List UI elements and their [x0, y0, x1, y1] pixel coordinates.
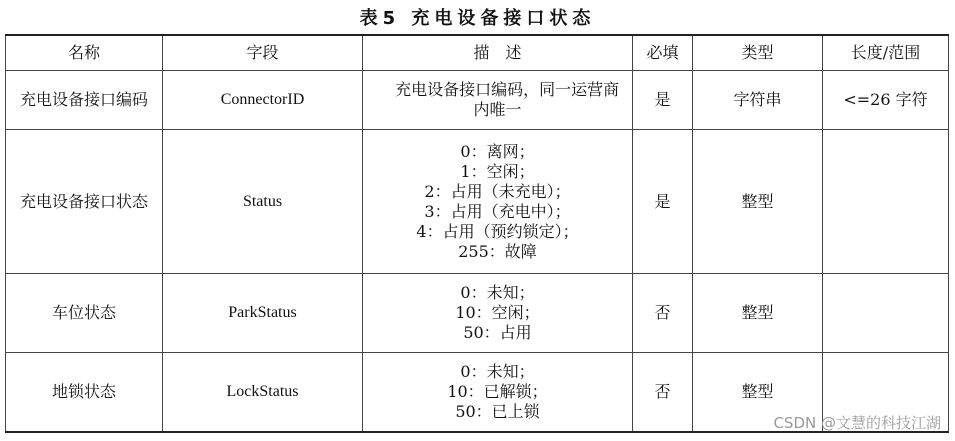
- cell-required: 是: [633, 130, 693, 274]
- cell-description: [363, 71, 633, 130]
- description-line: 255：故障: [458, 241, 537, 261]
- cell-range: <=26 字符: [823, 71, 949, 130]
- cell-name: 地锁状态: [6, 353, 163, 433]
- connector-status-table: [5, 34, 949, 433]
- description-line: 0：未知；: [460, 283, 535, 302]
- description-line: 0：未知；: [460, 362, 535, 381]
- description-line: 2：占用（未充电）；: [424, 181, 571, 201]
- description-line: 10：空闲；: [455, 303, 540, 322]
- description-line: 3：占用（充电中）；: [424, 201, 571, 221]
- cell-description: [363, 274, 633, 353]
- cell-required: 是: [633, 71, 693, 130]
- description-line: 充电设备接口编码，同一运营商内唯一: [395, 80, 620, 119]
- cell-field: ParkStatus: [163, 274, 363, 353]
- cell-type: 整型: [693, 130, 823, 274]
- col-header-required: 必填: [633, 35, 693, 71]
- description-line: 4：占用（预约锁定）；: [416, 221, 579, 241]
- table-row: [6, 274, 949, 353]
- table-row: [6, 71, 949, 130]
- description-line: 10：已解锁；: [447, 382, 548, 401]
- cell-type: 整型: [693, 274, 823, 353]
- col-header-name: 名称: [6, 35, 163, 71]
- col-header-type: 类型: [693, 35, 823, 71]
- description-line: 50：已上锁: [455, 402, 540, 421]
- cell-name: 充电设备接口状态: [6, 130, 163, 274]
- watermark: CSDN @文慧的科技江湖: [773, 414, 941, 432]
- description-line: 1：空闲；: [460, 161, 535, 181]
- cell-type: 字符串: [693, 71, 823, 130]
- cell-description: [363, 130, 633, 274]
- cell-type: 整型: [693, 353, 823, 433]
- cell-required: 否: [633, 274, 693, 353]
- header-row: [6, 35, 949, 71]
- cell-name: 车位状态: [6, 274, 163, 353]
- col-header-field: 字段: [163, 35, 363, 71]
- cell-range: [823, 130, 949, 274]
- col-header-range: 长度/范围: [823, 35, 949, 71]
- description-line: 50：占用: [463, 323, 532, 342]
- cell-field: Status: [163, 130, 363, 274]
- cell-range: [823, 274, 949, 353]
- col-header-description: 描 述: [363, 35, 633, 71]
- table-row: [6, 130, 949, 274]
- cell-description: [363, 353, 633, 433]
- cell-field: ConnectorID: [163, 71, 363, 130]
- table-title: 表5 充电设备接口状态: [359, 8, 596, 29]
- description-line: 0：离网；: [460, 141, 535, 161]
- cell-name: 充电设备接口编码: [6, 71, 163, 130]
- cell-required: 否: [633, 353, 693, 433]
- cell-field: LockStatus: [163, 353, 363, 433]
